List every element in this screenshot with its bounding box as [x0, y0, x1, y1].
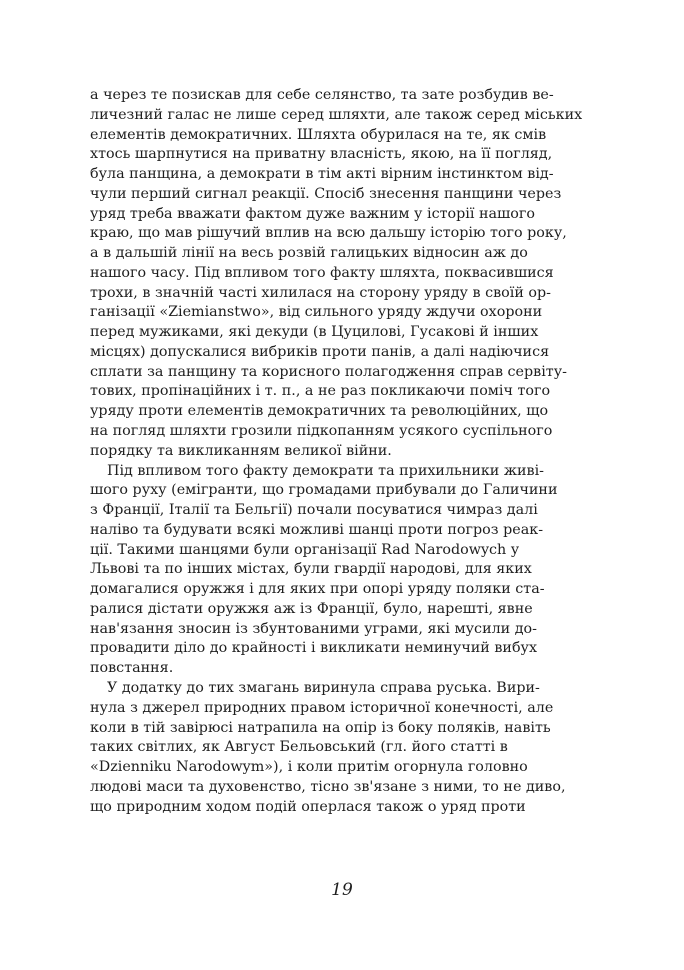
text-line: У додатку до тих змагань виринула справа руська. Вири-	[107, 679, 540, 696]
text-line: а через те позискав для себе селянство, та зате розбудив ве-	[90, 87, 554, 103]
text-line: нула з джерел природних правом історичної конечності, але	[90, 699, 554, 716]
text-line: ралися дістати оружжя аж із Франції, було, нарешті, явне	[90, 600, 533, 617]
text-line: Під впливом того факту демократи та прихильники живі-	[107, 462, 545, 479]
text-line: чули перший сигнал реакції. Спосіб знесення панщини через	[90, 185, 562, 202]
text-line: перед мужиками, які декуди (в Цуцилові, Гусакові й інших	[90, 324, 539, 341]
text-line: місцях) допускалися вибриків проти панів, а далі надіючися	[90, 343, 550, 360]
text-line: ції. Такими шанцями були організації Rad Narodowych у	[90, 541, 520, 558]
text-line: сплати за панщину та корисного полагодження справ сервіту-	[90, 363, 567, 380]
text-line: що природним ходом подій оперлася також о уряд проти	[90, 798, 526, 815]
text-line: ганізації «Ziemianstwo», від сильного уряду ждучи охорони	[90, 304, 543, 321]
text-line: нав'язання зносин із збунтованими уграми, які мусили до-	[90, 620, 537, 637]
text-line: Львові та по інших містах, були гвардії народові, для яких	[90, 561, 532, 578]
text-line: «Dzienniku Narodowym»), і коли притім огорнула головно	[90, 759, 528, 776]
text-line: нашого часу. Під впливом того факту шляхта, поквасившися	[90, 264, 554, 281]
text-line: домагалися оружжя і для яких при опорі уряду поляки ста-	[90, 581, 545, 598]
text-line: личезний галас не лише серед шляхти, але також серед міських	[90, 106, 583, 123]
text-line: повстання.	[90, 660, 174, 677]
text-line: шого руху (емігранти, що громадами прибували до Галичини	[90, 482, 558, 499]
text-line: була панщина, а демократи в тім акті вірним інстинктом від-	[90, 166, 554, 183]
body-text	[90, 86, 590, 817]
text-line: а в дальшій лінії на весь розвій галицьких відносин аж до	[90, 245, 528, 262]
text-line: порядку та викликанням великої війни.	[90, 442, 392, 459]
text-line: тових, пропінаційних і т. п., а не раз покликаючи поміч того	[90, 383, 551, 400]
text-line: уряду проти елементів демократичних та революційних, що	[90, 403, 549, 420]
text-line: людові маси та духовенство, тісно зв'язане з ними, то не диво,	[90, 778, 566, 795]
text-line: на погляд шляхти грозили підкопанням усякого суспільного	[90, 423, 553, 440]
text-line: трохи, в значній часті хилилася на сторону уряду в своїй ор-	[90, 284, 552, 301]
text-line: елементів демократичних. Шляхта обурилася на те, як смів	[90, 126, 547, 143]
text-line: з Франції, Італії та Бельгії) почали посуватися чимраз далі	[90, 502, 538, 519]
text-line: провадити діло до крайності і викликати неминучий вибух	[90, 640, 538, 657]
text-line: уряд треба вважати фактом дуже важним у історії нашого	[90, 205, 536, 222]
text-line: хтось шарпнутися на приватну власність, якою, на її погляд,	[90, 146, 553, 163]
page-number: 19	[331, 880, 353, 900]
text-line: краю, що мав рішучий вплив на всю дальшу історію того року,	[90, 225, 567, 242]
text-line: наліво та будувати всякі можливі шанці проти погроз реак-	[90, 521, 544, 538]
text-line: коли в тій завірюсі натрапила на опір із боку поляків, навіть	[90, 719, 551, 736]
text-line: таких світлих, як Август Бельовський (гл. його статті в	[90, 739, 508, 756]
